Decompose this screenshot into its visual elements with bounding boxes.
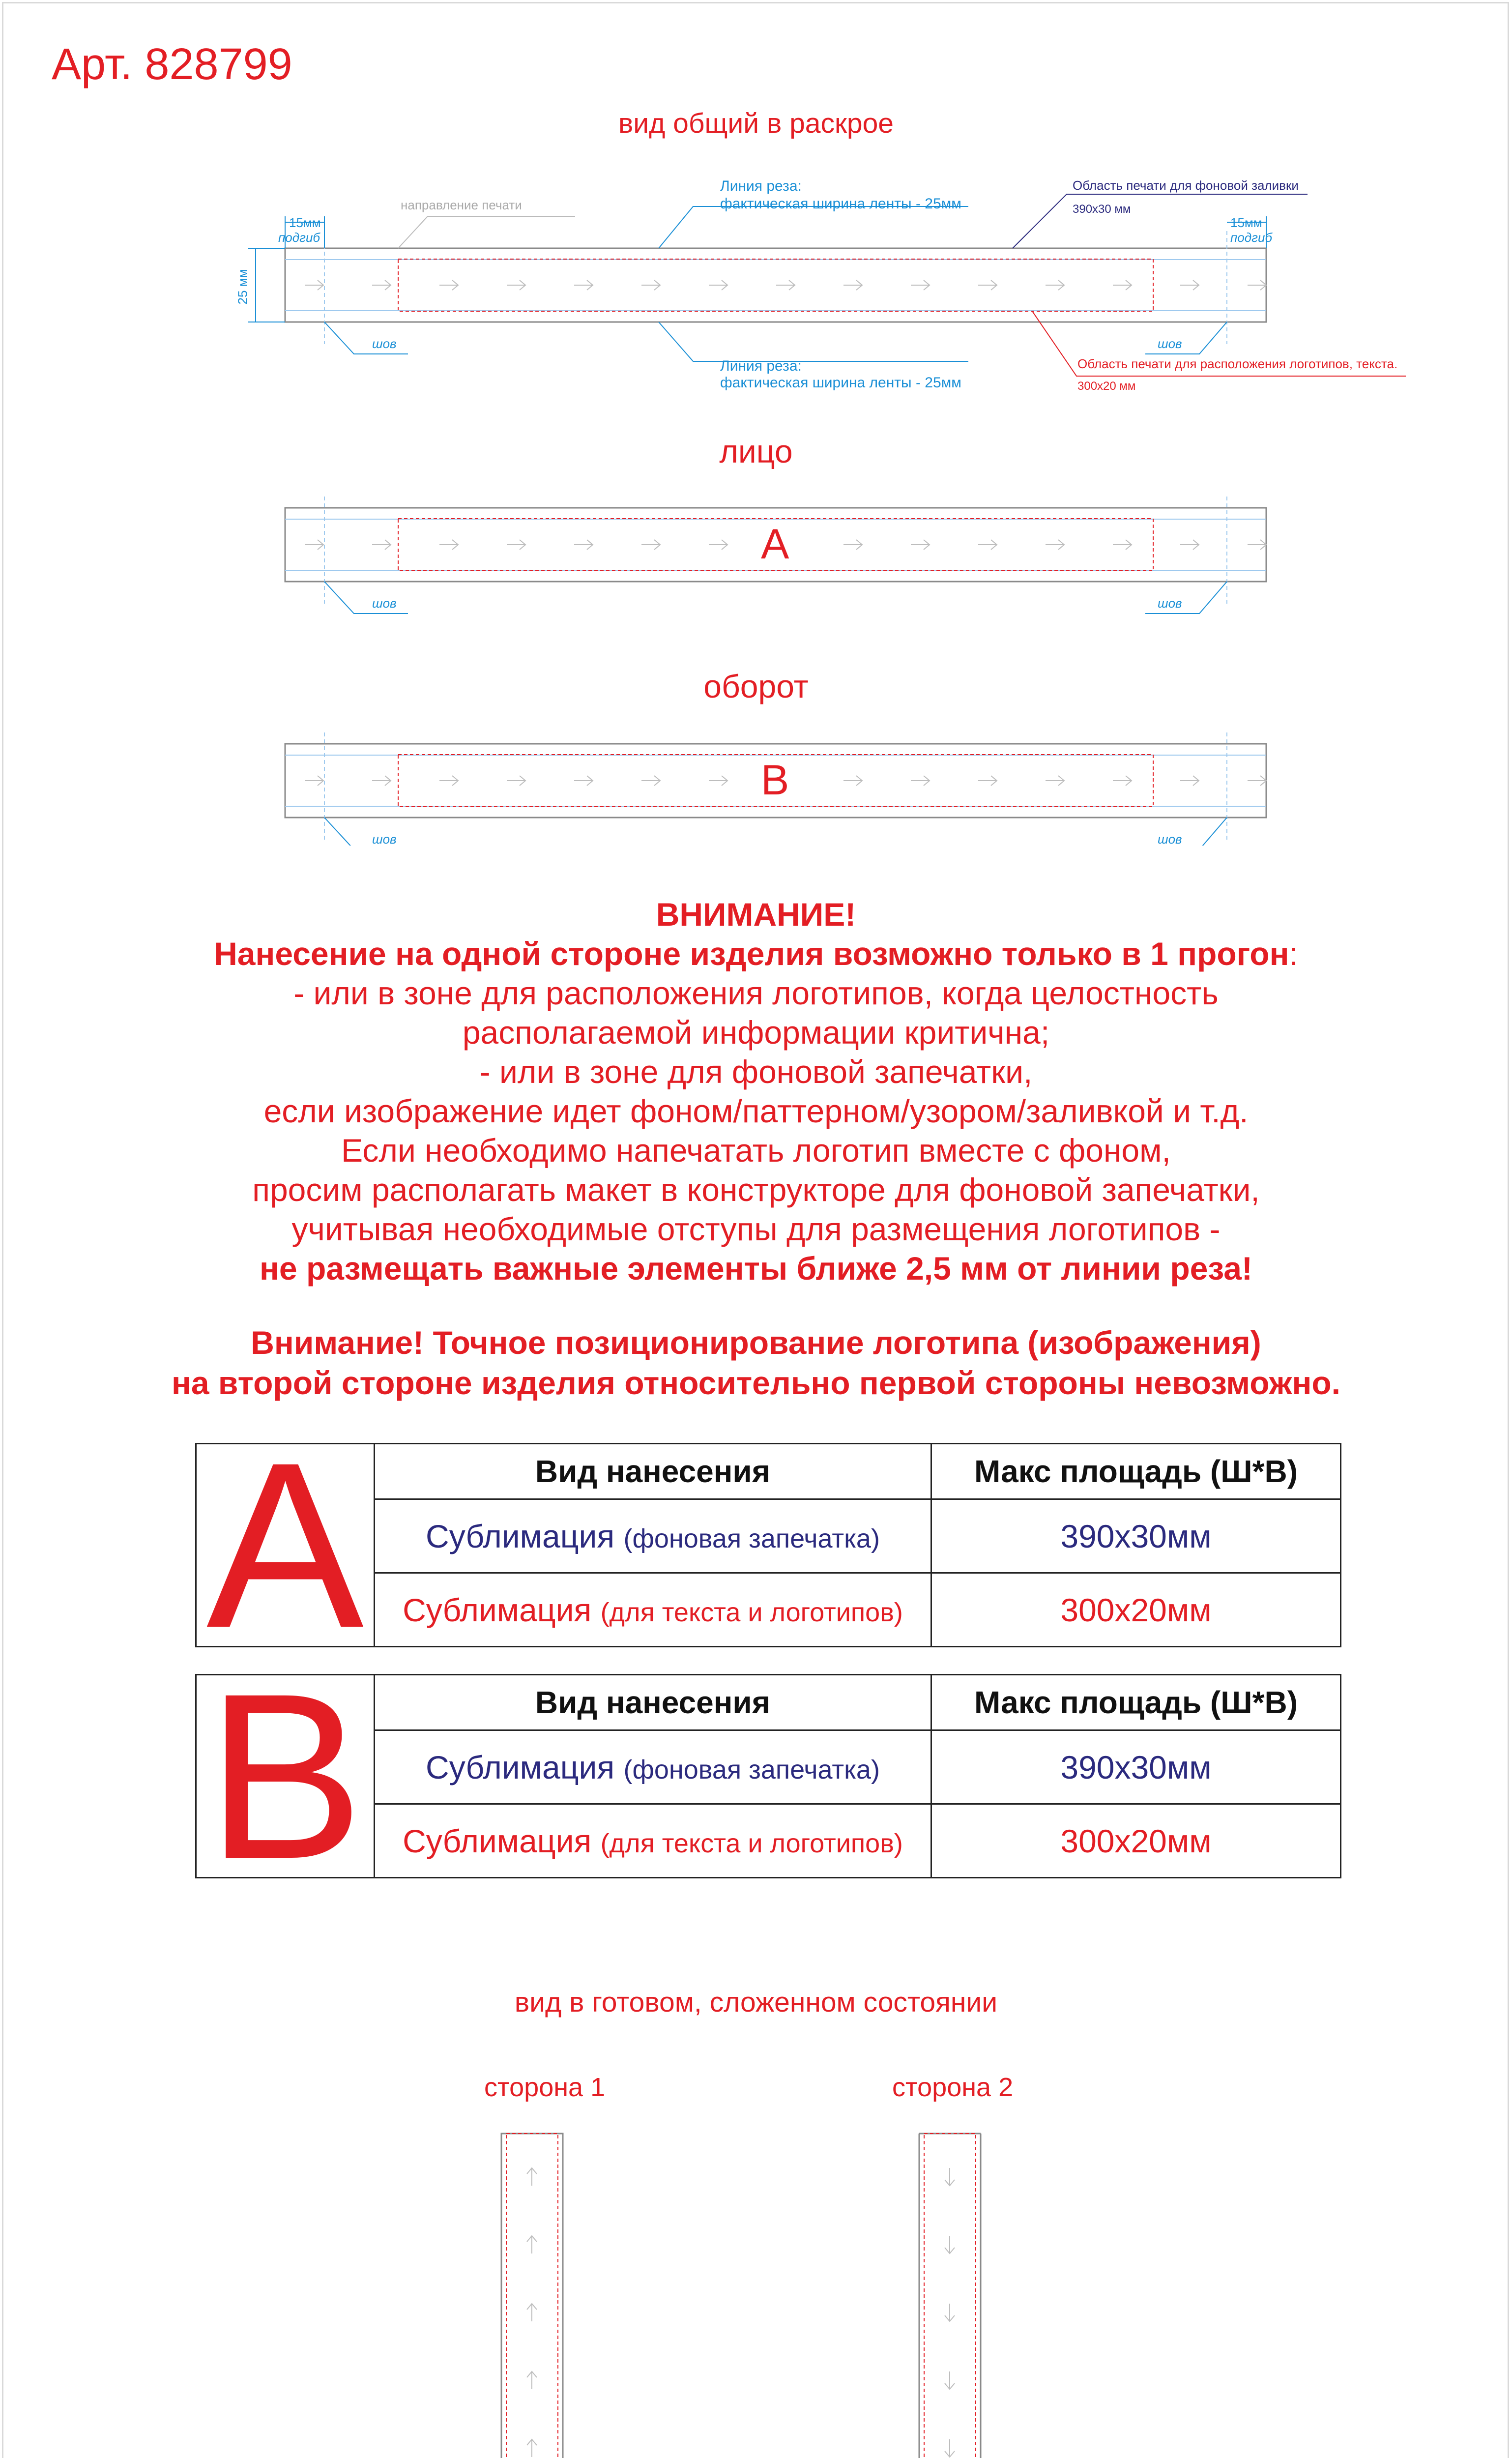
arrow-icon <box>507 280 525 290</box>
method-note: (фоновая запечатка) <box>623 1523 880 1553</box>
positioning-warning <box>0 1322 1512 1403</box>
arrow-icon <box>372 776 391 786</box>
arrow-icon <box>978 280 997 290</box>
arrow-icon <box>574 776 593 786</box>
arrow-icon <box>641 776 660 786</box>
warning2-line: на второй стороне изделия относительно первой стороны невозможно. <box>172 1365 1340 1401</box>
warning-line: Если необходимо напечатать логотип вместе с фоном, <box>341 1132 1171 1169</box>
warning-title: ВНИМАНИЕ! <box>656 896 856 933</box>
arrow-icon <box>945 2371 955 2389</box>
folded-title: вид в готовом, сложенном состоянии <box>514 1987 998 2018</box>
seam-label: шов <box>372 832 397 847</box>
arrow-icon <box>1046 280 1064 290</box>
arrow-icon <box>776 280 795 290</box>
header-method: Вид нанесения <box>375 1675 931 1730</box>
arrow-icon <box>945 2304 955 2321</box>
arrow-icon <box>641 280 660 290</box>
seam-label: шов <box>372 336 397 351</box>
arrow-icon <box>305 776 323 786</box>
layout-diagrams <box>0 0 1512 846</box>
warning-line: Нанесение на одной стороне изделия возможно только в 1 прогон: <box>214 936 1298 972</box>
fold-left-label-1: 15мм <box>289 215 321 230</box>
arrow-icon <box>911 280 930 290</box>
warning-line: если изображение идет фоном/паттерном/узором/заливкой и т.д. <box>263 1093 1249 1129</box>
height-label: 25 мм <box>235 269 250 305</box>
cut-line-top-leader <box>659 206 968 248</box>
arrow-icon <box>1248 540 1266 550</box>
fold-right-label-1: 15мм <box>1230 215 1262 230</box>
spec-table-a <box>195 1413 1341 1677</box>
arrow-icon <box>574 540 593 550</box>
area-value: 390x30мм <box>931 1499 1341 1573</box>
warning-line: не размещать важные элементы ближе 2,5 мм от линии реза! <box>260 1250 1252 1287</box>
arrow-icon <box>911 776 930 786</box>
logo-area-label-2: 300x20 мм <box>1077 380 1136 393</box>
arrow-icon <box>843 776 862 786</box>
arrow-icon <box>945 2236 955 2253</box>
arrow-icon <box>507 540 525 550</box>
header-method: Вид нанесения <box>375 1444 931 1499</box>
arrow-icon <box>527 2371 537 2389</box>
warning2-line: Внимание! Точное позиционирование логотипа (изображения) <box>251 1324 1261 1361</box>
method: Сублимация <box>403 1591 592 1628</box>
arrow-icon <box>574 280 593 290</box>
arrow-icon <box>372 280 391 290</box>
warning-line: - или в зоне для фоновой запечатки, <box>479 1053 1033 1090</box>
arrow-icon <box>527 2439 537 2457</box>
arrow-icon <box>978 540 997 550</box>
seam-label: шов <box>1158 596 1182 611</box>
table-letter: A <box>196 1444 375 1647</box>
bg-area-label-1: Область печати для фоновой заливки <box>1073 178 1299 193</box>
folded-side-1 <box>452 2134 669 2458</box>
side1-title: сторона 1 <box>484 2073 606 2102</box>
side2-title: сторона 2 <box>892 2073 1014 2102</box>
arrow-icon <box>709 540 727 550</box>
arrow-icon <box>1180 280 1199 290</box>
print-direction-label: направление печати <box>401 198 522 212</box>
area-value: 300x20мм <box>931 1573 1341 1647</box>
cut-line-top-label-2: фактическая ширина ленты - 25мм <box>720 196 961 212</box>
arrow-icon <box>709 776 727 786</box>
area-value: 300x20мм <box>931 1804 1341 1878</box>
fold-right-label-2: подгиб <box>1230 230 1273 245</box>
cut-line-bottom-label-1: Линия реза: <box>720 358 802 374</box>
method-note: (для текста и логотипов) <box>600 1597 903 1627</box>
seam-label: шов <box>372 596 397 611</box>
cut-line-bottom-label-2: фактическая ширина ленты - 25мм <box>720 375 961 391</box>
seam-label: шов <box>1158 832 1182 847</box>
up-arrows <box>527 2168 537 2458</box>
warning-block <box>0 895 1512 1288</box>
print-direction-leader <box>398 216 575 248</box>
warning-line: располагаемой информации критична; <box>462 1014 1050 1051</box>
method: Сублимация <box>426 1518 615 1554</box>
arrow-icon <box>507 776 525 786</box>
area-value: 390x30мм <box>931 1730 1341 1804</box>
arrow-icon <box>1113 540 1132 550</box>
arrow-icon <box>1180 776 1199 786</box>
arrow-icon <box>1046 776 1064 786</box>
arrow-icon <box>641 540 660 550</box>
arrow-icon <box>978 776 997 786</box>
fold-left-label-2: подгиб <box>278 230 320 245</box>
arrow-icon <box>1113 776 1132 786</box>
print-direction-arrows <box>305 280 1266 290</box>
method: Сублимация <box>403 1822 592 1859</box>
method-note: (для текста и логотипов) <box>600 1828 903 1858</box>
arrow-icon <box>709 280 727 290</box>
arrow-icon <box>527 2168 537 2186</box>
arrow-icon <box>527 2304 537 2321</box>
warning-line: - или в зоне для расположения логотипов, когда целостность <box>293 975 1219 1011</box>
back-letter: B <box>761 757 789 804</box>
method: Сублимация <box>426 1749 615 1785</box>
header-area: Макс площадь (Ш*В) <box>931 1444 1341 1499</box>
article-number: Арт. 828799 <box>52 40 292 89</box>
warning-line: учитывая необходимые отступы для размещения логотипов - <box>291 1211 1221 1247</box>
arrow-icon <box>1248 776 1266 786</box>
arrow-icon <box>439 540 458 550</box>
header-area: Макс площадь (Ш*В) <box>931 1675 1341 1730</box>
arrow-icon <box>945 2168 955 2186</box>
face-title: лицо <box>719 433 793 469</box>
arrow-icon <box>372 540 391 550</box>
arrow-icon <box>305 540 323 550</box>
arrow-icon <box>911 540 930 550</box>
arrow-icon <box>1248 280 1266 290</box>
arrow-icon <box>1046 540 1064 550</box>
seam-label: шов <box>1158 336 1182 351</box>
arrow-icon <box>1113 280 1132 290</box>
cut-line-bottom-leader <box>659 322 968 361</box>
logo-area-label-1: Область печати для расположения логотипов, текста. <box>1077 356 1398 371</box>
arrow-icon <box>305 280 323 290</box>
back-title: оборот <box>703 668 809 704</box>
arrow-icon <box>843 540 862 550</box>
table-letter: B <box>196 1675 375 1878</box>
face-letter: A <box>761 521 789 568</box>
method-note: (фоновая запечатка) <box>623 1755 880 1785</box>
folded-side-2 <box>870 2134 1086 2458</box>
arrow-icon <box>945 2439 955 2457</box>
arrow-icon <box>1180 540 1199 550</box>
arrow-icon <box>843 280 862 290</box>
arrow-icon <box>439 280 458 290</box>
down-arrows <box>945 2168 955 2458</box>
spec-table-b <box>195 1644 1341 1908</box>
cut-line-top-label-1: Линия реза: <box>720 178 802 194</box>
bg-area-label-2: 390x30 мм <box>1073 203 1131 216</box>
arrow-icon <box>527 2236 537 2253</box>
arrow-icon <box>439 776 458 786</box>
layout-title: вид общий в раскрое <box>618 108 894 139</box>
warning-line: просим располагать макет в конструкторе для фоновой запечатки, <box>252 1171 1260 1208</box>
folded-diagrams <box>0 2114 1512 2458</box>
